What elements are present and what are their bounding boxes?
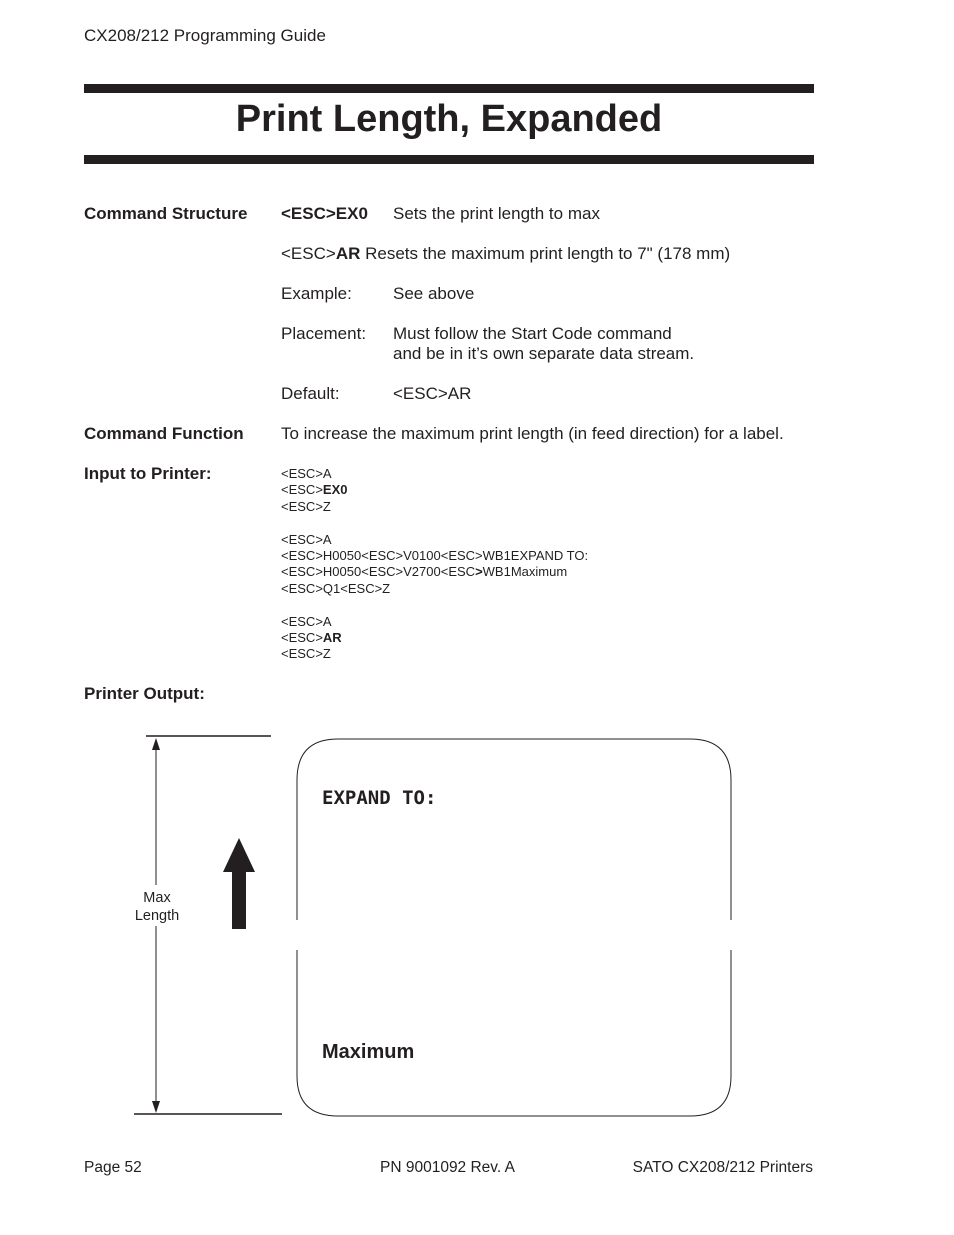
command-ar-description: Resets the maximum print length to 7" (178 mm): [360, 244, 731, 263]
code-line: <ESC>Q1<ESC>Z: [281, 580, 391, 596]
code-line: <ESC>H0050<ESC>V0100<ESC>WB1EXPAND TO:: [281, 547, 589, 563]
dimension-arrow-down-head: [152, 1101, 160, 1113]
label-outline-bottom: [297, 950, 731, 1116]
placement-line-2: and be in it’s own separate data stream.: [393, 344, 695, 363]
dimension-label-max: Max: [143, 890, 171, 906]
label-printed-text-top: EXPAND TO:: [322, 787, 437, 809]
command-ar-code: AR: [335, 244, 361, 263]
footer-product: SATO CX208/212 Printers: [632, 1159, 813, 1176]
label-printed-text-bottom: Maximum: [322, 1041, 415, 1063]
command-ex0-description: Sets the print length to max: [393, 204, 600, 223]
feed-direction-arrow-icon: [223, 838, 255, 872]
code-line: <ESC>Z: [281, 498, 331, 514]
code-line: <ESC>H0050<ESC>V2700<ESC>WB1Maximum: [281, 564, 568, 580]
command-function-text: To increase the maximum print length (in feed direction) for a label.: [281, 424, 784, 443]
printer-output-label: Printer Output:: [84, 684, 205, 703]
running-header: CX208/212 Programming Guide: [84, 26, 326, 45]
placement-line-1: Must follow the Start Code command: [393, 324, 672, 343]
code-line: <ESC>Z: [281, 646, 331, 662]
code-line: <ESC>A: [281, 613, 332, 629]
dimension-arrow-up-head: [152, 738, 160, 750]
example-label: Example:: [281, 284, 352, 303]
footer-part-number: PN 9001092 Rev. A: [380, 1159, 515, 1176]
feed-direction-arrow-shaft: [232, 870, 246, 929]
example-value: See above: [393, 284, 475, 303]
command-ar-prefix: <ESC>: [281, 244, 336, 263]
default-value: <ESC>AR: [393, 384, 472, 403]
default-label: Default:: [281, 384, 340, 403]
code-line: <ESC>A: [281, 531, 332, 547]
command-structure-label: Command Structure: [84, 204, 248, 223]
placement-label: Placement:: [281, 324, 367, 343]
command-ex0-code: <ESC>EX0: [281, 204, 368, 223]
code-line: <ESC>AR: [281, 629, 342, 645]
command-function-label: Command Function: [84, 424, 244, 443]
code-line: <ESC>EX0: [281, 482, 348, 498]
label-outline-top: [297, 739, 731, 920]
dimension-label-length: Length: [134, 908, 180, 924]
code-line: <ESC>A: [281, 466, 332, 481]
page-title: Print Length, Expanded: [235, 98, 663, 140]
input-to-printer-label: Input to Printer:: [84, 464, 212, 483]
footer-page-number: Page 52: [84, 1159, 142, 1176]
